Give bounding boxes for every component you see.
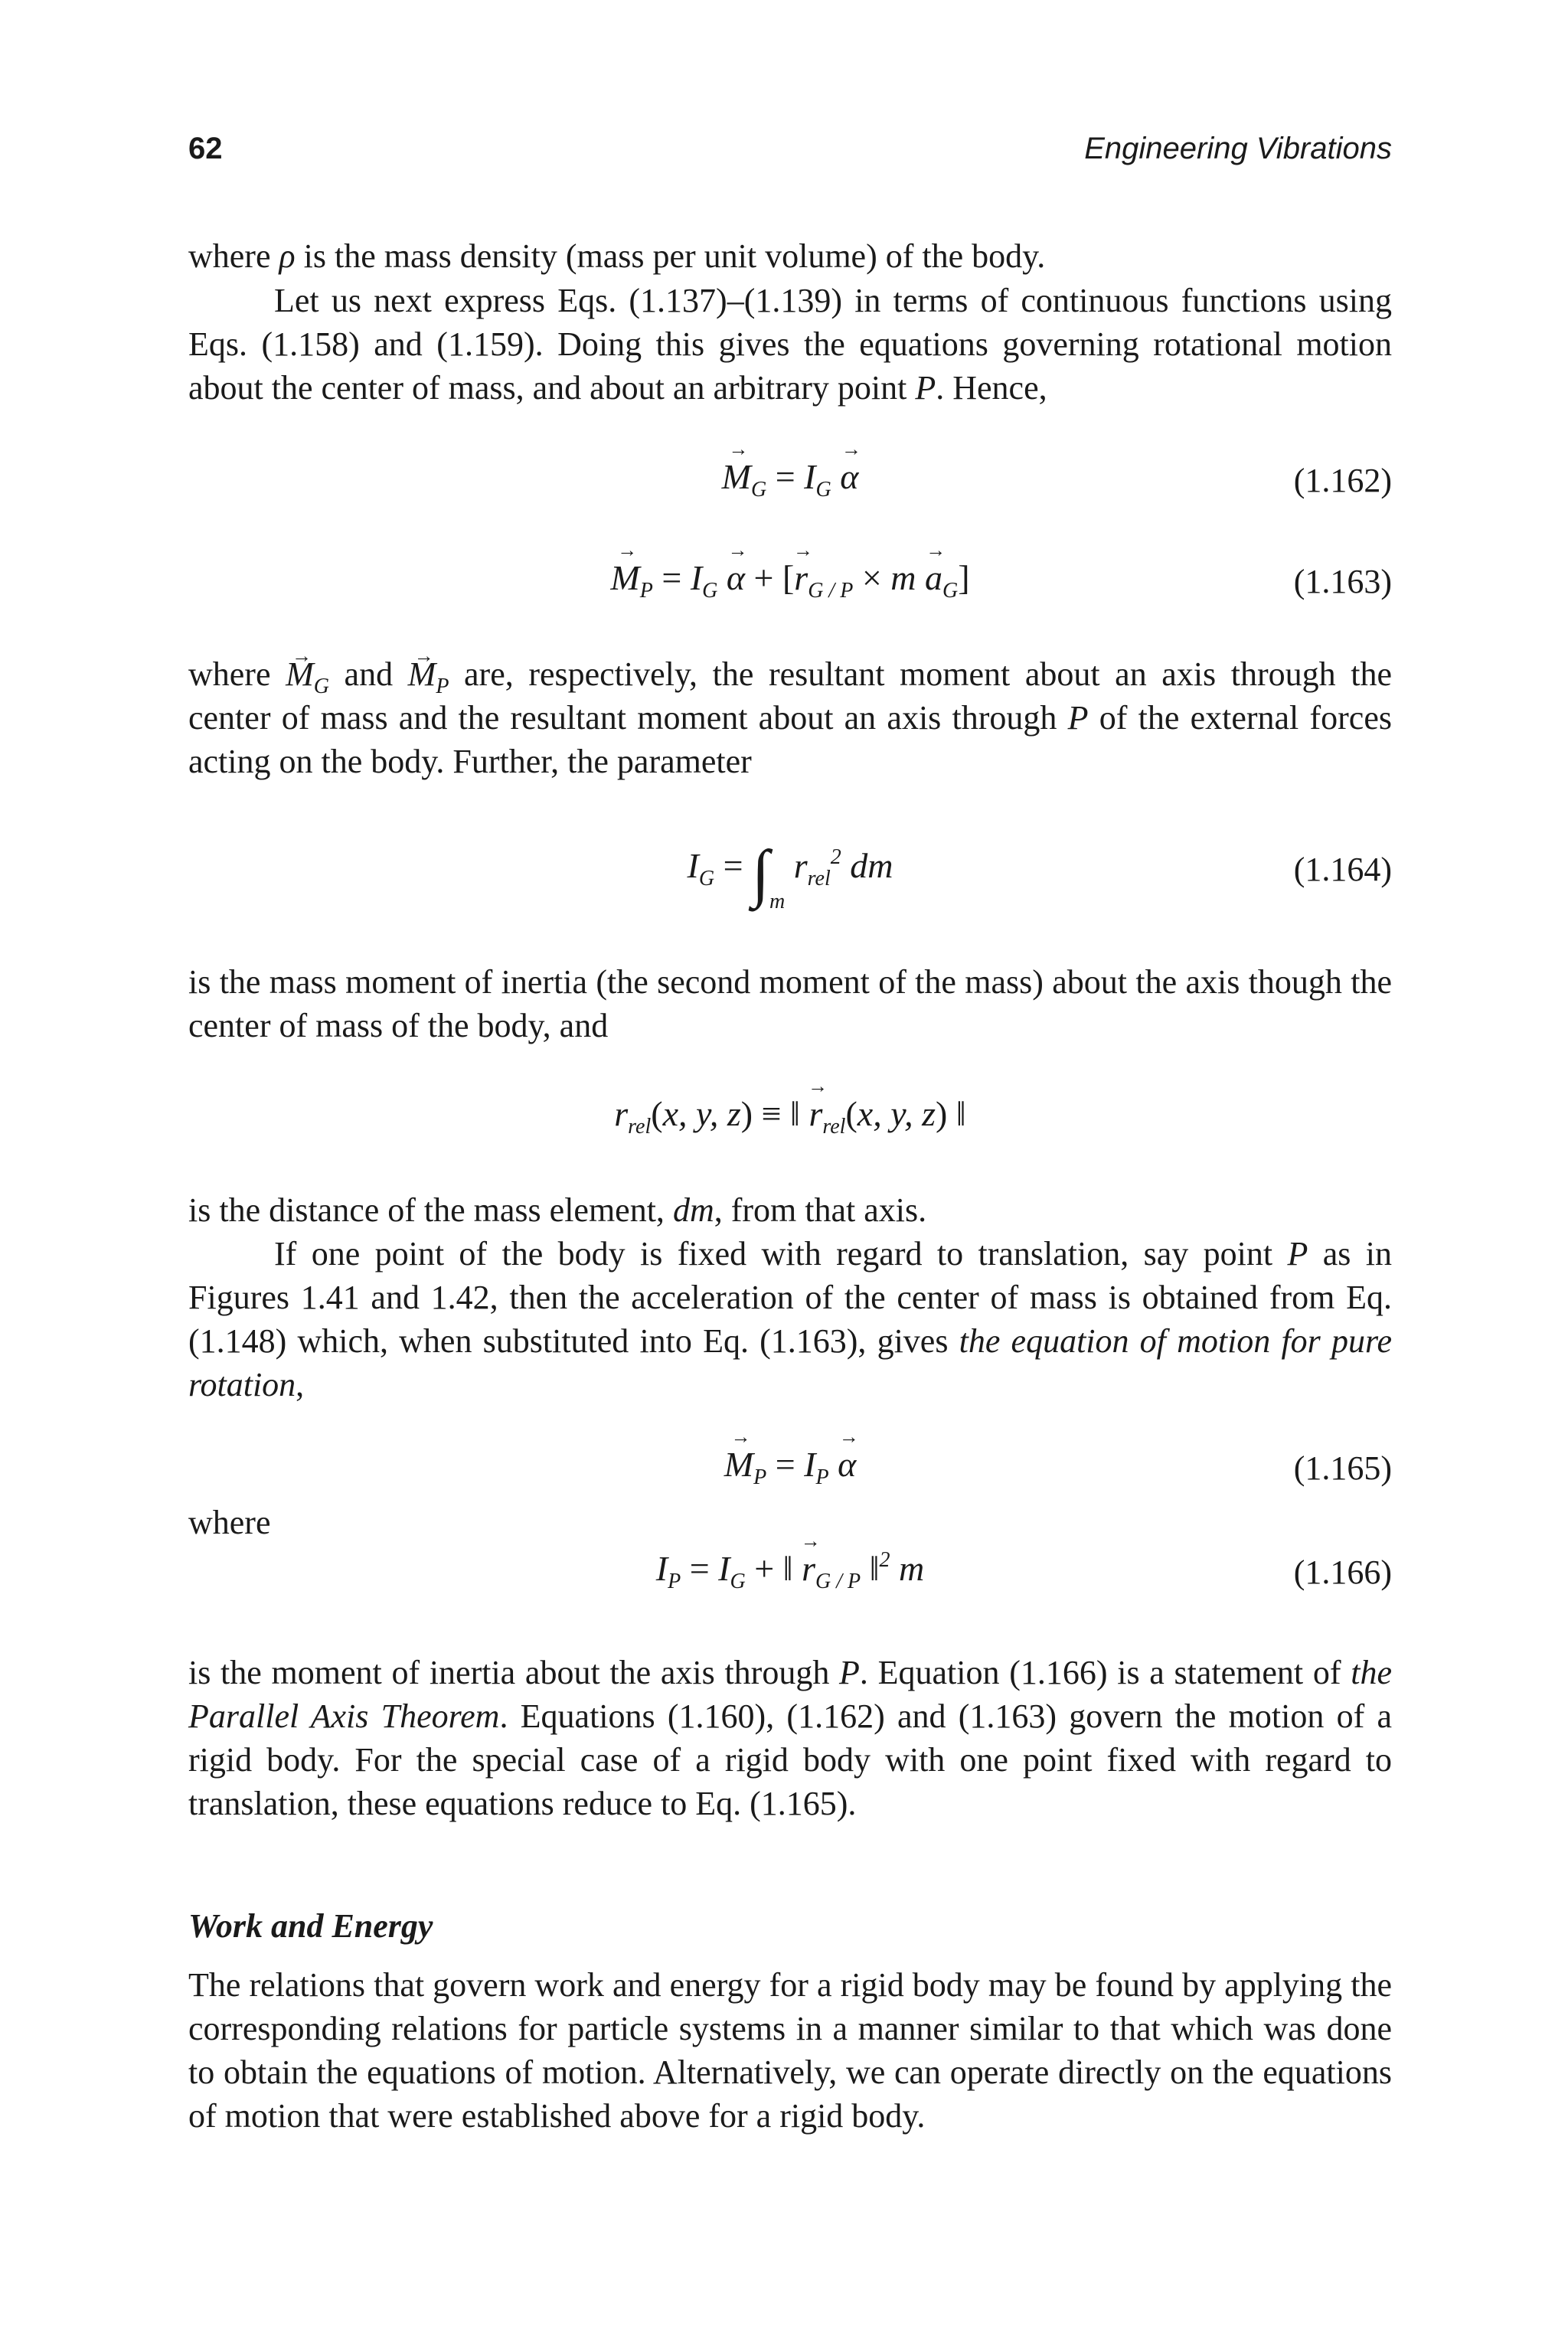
page-header — [188, 132, 1392, 178]
paragraph-pure-rotation: If one point of the body is fixed with regard to translation, say point P as in Figures 1.41 and 1.42, then the acceleration of the center of mass is obtained from Eq. (1.148) which, when substituted into Eq. (1.163), gives the equation of motion for pure rotation, — [188, 1235, 1392, 1403]
equation-1-163: → $M_P = I_G \to \alpha$ + [→ $r_{G / P} \times m \to a_G$] (1.163) — [188, 557, 1392, 611]
equation-number: (1.166) — [1293, 1554, 1392, 1591]
equation-1-164: $I_G = \int_m$ $r_{rel}^2$ dm (1.164) — [687, 838, 1392, 913]
equation-number: (1.163) — [1293, 563, 1392, 600]
page-number: 62 — [188, 132, 223, 165]
paragraph-parallel-axis: is the moment of inertia about the axis through P. Equation (1.166) is a statement of the Parallel Axis Theorem. Equations (1.160), (1.162) and (1.163) govern the motion of a rigid body. For the special case of a rigid body with one point fixed with regard to translation, these equations reduce to Eq. (1.165). — [188, 1654, 1392, 1822]
section-heading: Work and Energy — [188, 1907, 433, 1945]
equation-number: (1.162) — [1293, 462, 1392, 499]
paragraph-resultant-moments: where → $M_G$ and → $M_P$ are, respectively, the resultant moment about an axis through the center of mass and the resultant moment about an axis through P of the external forces acting on the body. Further, the parameter — [188, 652, 1392, 783]
paragraph-density: where ρ is the mass density (mass per unit volume) of the body. — [188, 237, 1046, 275]
equation-1-162: → $M_G = I_G \to \alpha$ (1.162) — [188, 456, 1392, 510]
paragraph-continuous-functions: Let us next express Eqs. (1.137)–(1.139) in terms of continuous functions using Eqs. (1.158) and (1.159). Doing this gives the equations governing rotational motion about the center of mass, and about an arbitrary point P. Hence, — [188, 282, 1392, 407]
equation-r-rel-definition: $r_{rel}(x$, y, z) ≡ ‖ → $r_{rel}(x$, y, z) ‖ — [188, 1093, 1392, 1147]
equation-1-166: $I_P = I_G$ + ‖ → $r_{G / P}$ ‖$^2$ m (1.166) — [188, 1548, 1392, 1602]
paragraph-moment-of-inertia: is the mass moment of inertia (the second moment of the mass) about the axis though the center of mass of the body, and — [188, 963, 1392, 1044]
equation-1-165: → $M_P = I_P \to \alpha$ (1.165) — [188, 1444, 1392, 1498]
equation-number: (1.165) — [1293, 1449, 1392, 1487]
running-title: Engineering Vibrations — [1084, 132, 1392, 165]
paragraph-distance: is the distance of the mass element, dm, from that axis. — [188, 1191, 927, 1229]
paragraph-work-energy: The relations that govern work and energy for a rigid body may be found by applying the corresponding relations for particle systems in a manner similar to that which was done to obtain the equations of motion. Alternatively, we can operate directly on the equations of motion that were established above for a rigid body. — [188, 1966, 1392, 2135]
where-label: where — [188, 1504, 271, 1541]
equation-number: (1.164) — [1293, 851, 1392, 888]
